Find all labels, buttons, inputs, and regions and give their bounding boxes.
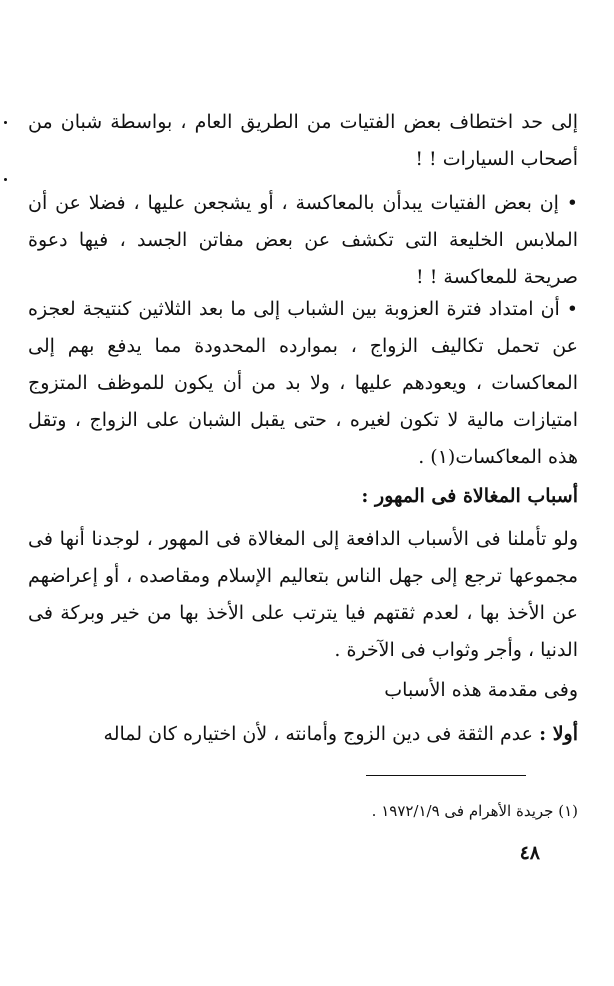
paragraph-1: إلى حد اختطاف بعض الفتيات من الطريق العام ، بواسطة شبان من أصحاب السيارات ! ! <box>28 111 578 170</box>
scan-speck <box>4 178 7 181</box>
first-reason-text: عدم الثقة فى دين الزوج وأمانته ، لأن اختياره كان لماله <box>103 723 534 745</box>
page-number: ٤٨ <box>519 842 540 864</box>
intro-line: وفى مقدمة هذه الأسباب <box>384 679 578 701</box>
scan-speck <box>4 121 7 124</box>
first-reason <box>28 716 578 753</box>
paragraph-2-bullet: • إن بعض الفتيات يبدأن بالمعاكسة ، أو يشجعن عليها ، فضلا عن أن الملابس الخليعة التى تكشف عن بعض مفاتن الجسد ، فيها دعوة صريحة للمعاكسة ! ! <box>28 192 578 288</box>
paragraph-3-bullet: • أن امتداد فترة العزوبة بين الشباب إلى ما بعد الثلاثين كنتيجة لعجزه عن تحمل تكاليف الزواج ، بموارده المحدودة مما يدفع بهم إلى المعاكسات ، ويعودهم عليها ، ولا بد من أن يكون للموظف المتزوج امتيازات مالية لا تكون لغيره ، حتى يقبل الشبان على الزواج ، وتقل هذه المعاكسات(١) . <box>28 298 578 468</box>
first-reason-label: أولا : <box>539 723 578 745</box>
footnote: (١) جريدة الأهرام فى ١٩٧٢/١/٩ . <box>371 802 578 820</box>
section-heading: أسباب المغالاة فى المهور : <box>361 485 578 507</box>
footnote-divider <box>366 775 526 776</box>
paragraph-4: ولو تأملنا فى الأسباب الدافعة إلى المغالاة فى المهور ، لوجدنا أنها فى مجموعها ترجع إلى جهل الناس بتعاليم الإسلام ومقاصده ، أو إعراضهم عن الأخذ بها ، لعدم ثقتهم فيا يترتب على الأخذ بها من خير وبركة فى الدنيا ، وأجر وثواب فى الآخرة . <box>28 528 578 661</box>
